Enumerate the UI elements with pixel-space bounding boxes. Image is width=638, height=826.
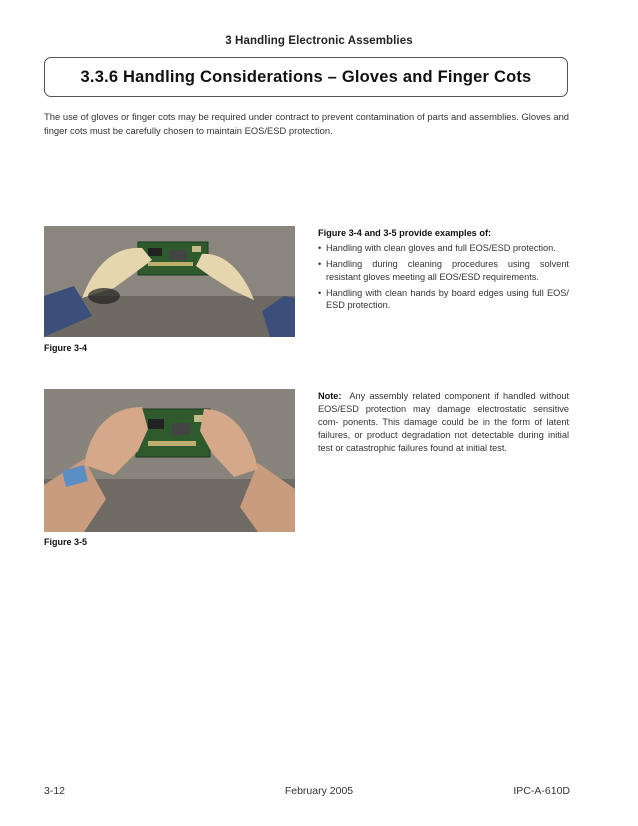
figure-3-5-photo: [44, 389, 295, 532]
note-text: Any assembly related component if handled without EOS/ESD protection may damage electrostatic sensitive com- ponents. This damage could be in the form of latent failures, or product degradation not detectable during initial test or catastrophic failures found at initial test.: [318, 391, 569, 453]
note-label: Note:: [318, 391, 342, 401]
examples-heading: Figure 3-4 and 3-5 provide examples of:: [318, 228, 492, 238]
note-paragraph: [318, 390, 569, 455]
chapter-header: 3 Handling Electronic Assemblies: [225, 35, 413, 47]
bullet-glyph: •: [318, 259, 322, 269]
list-item: • Handling with clean gloves and full EOS/ESD protection.: [318, 243, 556, 253]
section-title-box: [44, 57, 568, 97]
figure-3-4-photo: [44, 226, 295, 337]
figure-3-5-caption: Figure 3-5: [44, 537, 88, 547]
page-number: 3-12: [44, 785, 66, 797]
bullet-glyph: •: [318, 243, 322, 253]
list-item: • Handling with clean hands by board edges using full EOS/ ESD protection.: [318, 287, 569, 310]
section-title: 3.3.6 Handling Considerations – Gloves and Finger Cots: [80, 68, 532, 86]
examples-list: [318, 242, 569, 315]
footer-date: February 2005: [284, 785, 354, 797]
document-id: IPC-A-610D: [513, 785, 570, 797]
bullet-glyph: •: [318, 287, 322, 298]
list-item: • Handling during cleaning procedures using solvent resistant gloves meeting all EOS/ESD requirements.: [318, 259, 569, 282]
intro-paragraph: The use of gloves or finger cots may be required under contract to prevent contamination of parts and assemblies. Gloves and finger cots must be carefully chosen to maintain EOS/ESD protection.: [44, 111, 569, 136]
figure-3-4-caption: Figure 3-4: [44, 343, 88, 353]
